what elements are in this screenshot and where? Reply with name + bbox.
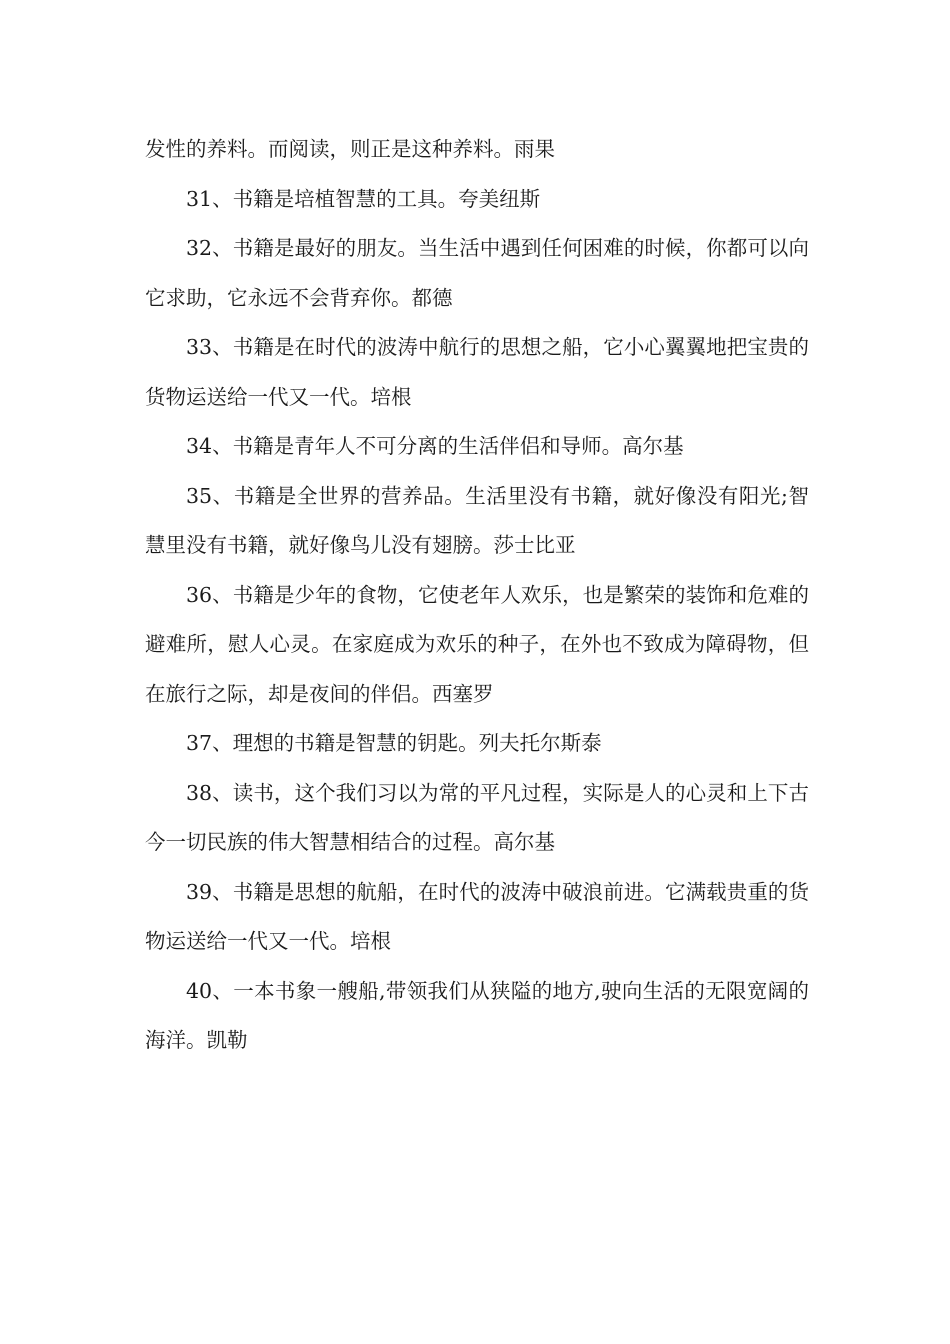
- quote-34: 34、书籍是青年人不可分离的生活伴侣和导师。高尔基: [186, 434, 684, 458]
- quote-40: 40、一本书象一艘船,带领我们从狭隘的地方,驶向生活的无限宽阔的海洋。凯勒: [145, 978, 809, 1052]
- document-body: [145, 125, 809, 1066]
- quote-39: 39、书籍是思想的航船，在时代的波涛中破浪前进。它满载贵重的货物运送给一代又一代。培根: [145, 879, 809, 953]
- quote-32: 32、书籍是最好的朋友。当生活中遇到任何困难的时候，你都可以向它求助，它永远不会背弃你。都德: [145, 236, 809, 310]
- quote-36: 36、书籍是少年的食物，它使老年人欢乐，也是繁荣的装饰和危难的避难所，慰人心灵。在家庭成为欢乐的种子，在外也不致成为障碍物，但在旅行之际，却是夜间的伴侣。西塞罗: [145, 582, 809, 706]
- quote-37: 37、理想的书籍是智慧的钥匙。列夫托尔斯泰: [186, 731, 602, 755]
- quote-38: 38、读书，这个我们习以为常的平凡过程，实际是人的心灵和上下古今一切民族的伟大智慧相结合的过程。高尔基: [145, 780, 809, 854]
- paragraph-continuation: 发性的养料。而阅读，则正是这种养料。雨果: [145, 137, 555, 161]
- quote-31: 31、书籍是培植智慧的工具。夸美纽斯: [186, 186, 541, 211]
- quote-35: 35、书籍是全世界的营养品。生活里没有书籍，就好像没有阳光;智慧里没有书籍，就好像鸟儿没有翅膀。莎士比亚: [145, 483, 809, 557]
- quote-33: 33、书籍是在时代的波涛中航行的思想之船，它小心翼翼地把宝贵的货物运送给一代又一代。培根: [145, 335, 809, 409]
